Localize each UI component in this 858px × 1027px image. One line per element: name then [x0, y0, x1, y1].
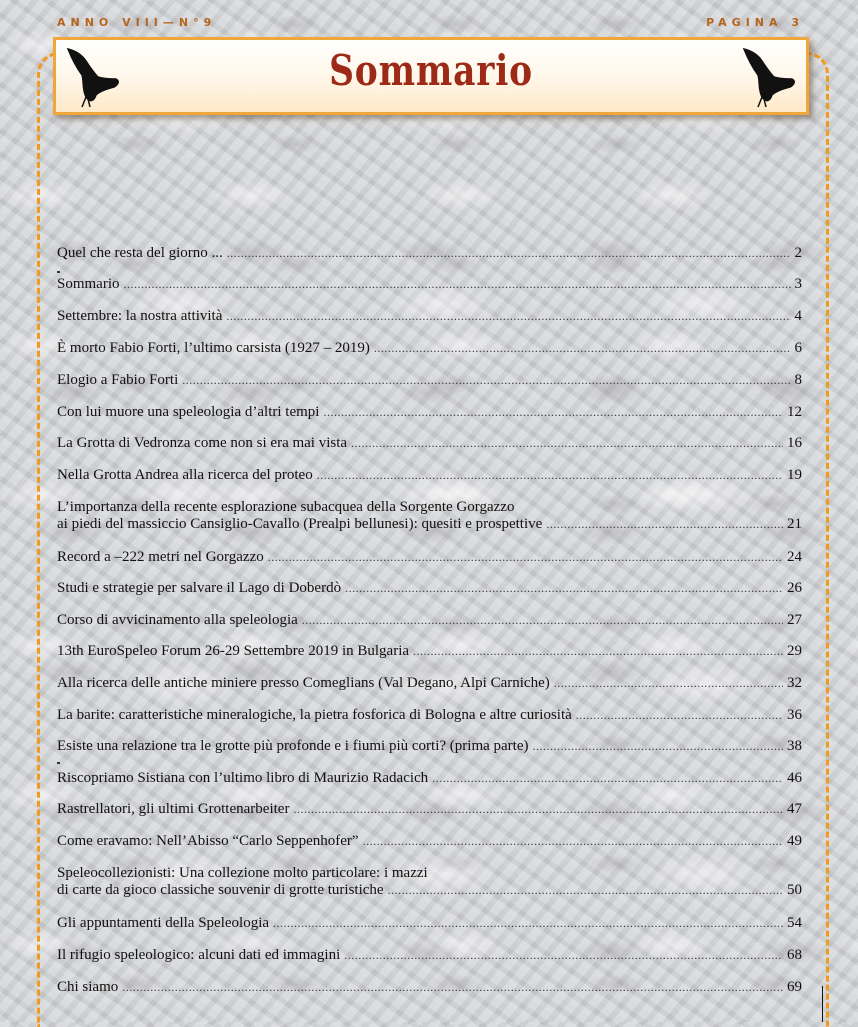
toc-entry[interactable] [57, 947, 802, 964]
bat-silhouette-icon [62, 45, 124, 109]
page-title: Sommario [329, 46, 533, 95]
toc-title: Il rifugio speleologico: alcuni dati ed immagini [57, 947, 341, 963]
toc-entry[interactable] [57, 770, 802, 787]
dot-leader [546, 516, 783, 533]
toc-page-number: 69 [787, 979, 802, 995]
toc-title: Sommario [57, 276, 120, 292]
toc-page-number: 26 [787, 580, 802, 596]
toc-entry[interactable] [57, 276, 802, 293]
toc-page-number: 3 [794, 276, 802, 292]
toc-entry[interactable] [57, 801, 802, 818]
stray-mark [57, 271, 60, 273]
toc-title: La barite: caratteristiche mineralogiche, la pietra fosforica di Bologna e altre curiosità [57, 707, 572, 723]
toc-entry[interactable] [57, 499, 802, 533]
corner-line [822, 986, 823, 1022]
toc-page-number: 49 [787, 833, 802, 849]
toc-entry[interactable] [57, 372, 802, 389]
toc-title-continuation: di carte da gioco classiche souvenir di grotte turistiche [57, 882, 384, 898]
toc-title: Rastrellatori, gli ultimi Grottenarbeiter [57, 801, 290, 817]
dot-leader [576, 707, 783, 724]
toc-entry[interactable] [57, 580, 802, 597]
toc-entry[interactable] [57, 340, 802, 357]
toc-entry[interactable] [57, 643, 802, 660]
toc-entry[interactable] [57, 308, 802, 325]
toc-title: Speleocollezionisti: Una collezione molto particolare: i mazzi [57, 865, 428, 881]
toc-page-number: 16 [787, 435, 802, 451]
toc-page-number: 2 [794, 245, 802, 261]
toc-page-number: 32 [787, 675, 802, 691]
dot-leader [363, 833, 783, 850]
toc-page-number: 50 [787, 882, 802, 898]
toc-title: La Grotta di Vedronza come non si era mai vista [57, 435, 348, 451]
dot-leader [273, 915, 783, 932]
toc-entry[interactable] [57, 865, 802, 899]
toc-page-number: 47 [787, 801, 802, 817]
toc-title: 13th EuroSpeleo Forum 26-29 Settembre 2019 in Bulgaria [57, 643, 410, 659]
dot-leader [344, 947, 783, 964]
toc-title: Chi siamo [57, 979, 119, 995]
toc-title: Alla ricerca delle antiche miniere presso Comeglians (Val Degano, Alpi Carniche) [57, 675, 550, 691]
dot-leader [533, 738, 784, 755]
dot-leader [323, 404, 783, 421]
toc-title: Elogio a Fabio Forti [57, 372, 179, 388]
toc-entry[interactable] [57, 549, 802, 566]
toc-title: Settembre: la nostra attività [57, 308, 223, 324]
toc-title: L’importanza della recente esplorazione subacquea della Sorgente Gorgazzo [57, 499, 515, 515]
toc-title: Record a –222 metri nel Gorgazzo [57, 549, 264, 565]
dot-leader [317, 467, 783, 484]
dot-leader [182, 372, 790, 389]
dot-leader [122, 979, 783, 996]
toc-entry[interactable] [57, 435, 802, 452]
toc-title: Riscopriamo Sistiana con l’ultimo libro di Maurizio Radacich [57, 770, 429, 786]
issue-label: ANNO VIII—N°9 [57, 16, 217, 29]
toc-page-number: 6 [794, 340, 802, 356]
toc-entry[interactable] [57, 833, 802, 850]
toc-title-continuation: ai piedi del massiccio Cansiglio-Cavallo (Prealpi bellunesi): quesiti e prospettive [57, 516, 543, 532]
title-banner [53, 37, 809, 115]
toc-title: Corso di avvicinamento alla speleologia [57, 612, 298, 628]
toc-title: Nella Grotta Andrea alla ricerca del proteo [57, 467, 313, 483]
toc-page-number: 24 [787, 549, 802, 565]
toc-title: È morto Fabio Forti, l’ultimo carsista (1927 – 2019) [57, 340, 370, 356]
toc-page-number: 68 [787, 947, 802, 963]
dot-leader [374, 340, 791, 357]
toc-entry[interactable] [57, 612, 802, 629]
toc-entry[interactable] [57, 467, 802, 484]
dot-leader [268, 549, 783, 566]
toc-page-number: 19 [787, 467, 802, 483]
toc-entry[interactable] [57, 245, 802, 262]
stray-mark [57, 762, 60, 764]
dot-leader [302, 612, 783, 629]
toc-entry[interactable] [57, 404, 802, 421]
toc-page-number: 4 [794, 308, 802, 324]
dot-leader [388, 882, 783, 899]
toc-title: Come eravamo: Nell’Abisso “Carlo Seppenhofer” [57, 833, 359, 849]
toc-page-number: 29 [787, 643, 802, 659]
toc-title: Con lui muore una speleologia d’altri tempi [57, 404, 320, 420]
dot-leader [432, 770, 783, 787]
dot-leader [226, 308, 790, 325]
toc-entry[interactable] [57, 675, 802, 692]
toc-page-number: 54 [787, 915, 802, 931]
bat-silhouette-icon [738, 45, 800, 109]
toc-page-number: 46 [787, 770, 802, 786]
toc-entry[interactable] [57, 707, 802, 724]
toc-page-number: 38 [787, 738, 802, 754]
toc-title: Esiste una relazione tra le grotte più profonde e i fiumi più corti? (prima parte) [57, 738, 529, 754]
toc-page-number: 21 [787, 516, 802, 532]
toc-page-number: 12 [787, 404, 802, 420]
toc-page-number: 27 [787, 612, 802, 628]
dot-leader [124, 276, 791, 293]
dot-leader [351, 435, 783, 452]
toc-entry[interactable] [57, 915, 802, 932]
toc-page-number: 36 [787, 707, 802, 723]
toc-page-number: 8 [794, 372, 802, 388]
toc-entry[interactable] [57, 979, 802, 996]
dot-leader [345, 580, 783, 597]
page-number-label: PAGINA 3 [706, 16, 804, 29]
dot-leader [293, 801, 783, 818]
toc-title: Studi e strategie per salvare il Lago di Doberdò [57, 580, 342, 596]
toc-entry[interactable] [57, 738, 802, 755]
dot-leader [554, 675, 783, 692]
dot-leader [227, 245, 791, 262]
toc-title: Quel che resta del giorno ... [57, 245, 223, 261]
dot-leader [413, 643, 783, 660]
toc-title: Gli appuntamenti della Speleologia [57, 915, 270, 931]
